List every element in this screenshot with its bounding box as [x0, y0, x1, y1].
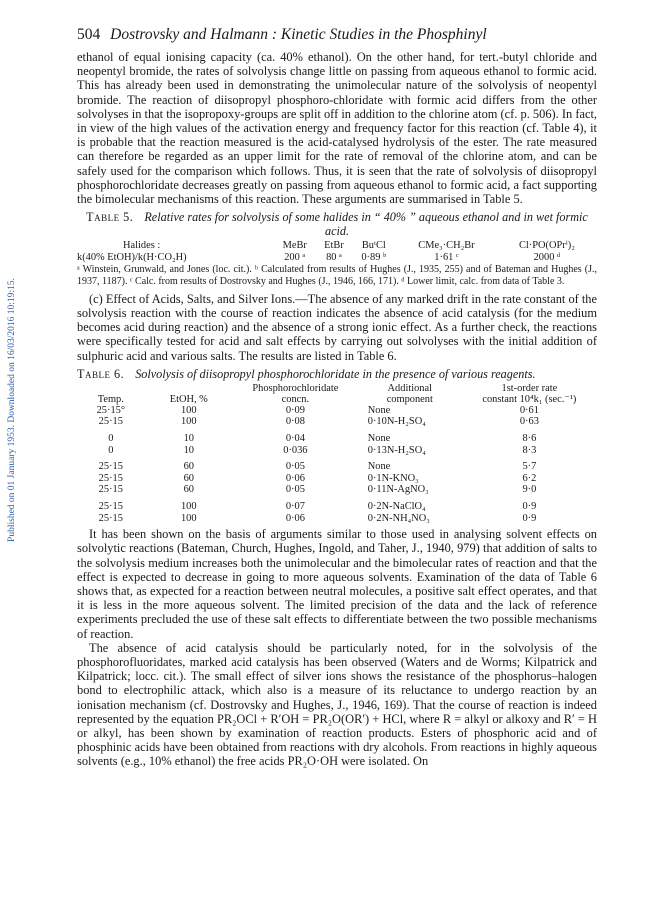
paragraph-1: ethanol of equal ionising capacity (ca. 40% ethanol). On the other hand, for tert.-butyl chloride and neopentyl bromide, the rates of solvolysis change little on passing from aqueous ethanol to formic acid. This has already been used in demonstrating the unimolecular nature of the solvolysis of neopentyl bromide. The reaction of diisopropyl phosphoro-chloridate with formic acid differs from the other solvolyses in that the isopropoxy-groups are split off in addition to the chlorine atom (cf. p. 506). In fact, in view of the high values of the activation energy and frequency factor for this reaction (cf. Table 4), it is probable that the reaction measured is the acid-catalysed hydrolysis of the ester. The rate measured can therefore be regarded as an upper limit for the rate of removal of the chlorine atom, and can be safely used for the comparison which follows. Thus, it is seen that the rate of solvolysis of diisopropyl phosphorochloridate decreases greatly on passing from aqueous ethanol to formic acid, a fact supporting the bimolecular mechanisms of this reaction. These arguments are summarised in Table 5. [77, 50, 597, 207]
paragraph-4: The absence of acid catalysis should be particularly noted, for in the solvolysis of the phosphorofluoridates, marked acid catalysis has been observed (Waters and de Worms; Kilpatrick and Kilpatrick; locc. cit.). The small effect of silver ions shows the resistance of the phosphorus–halogen bond to electrophilic attack, which also is a measure of its reluctance to undergo reaction by an ionisation mechanism (cf. Dostrovsky and Hughes, J., 1946, 169). That the course of reaction is indeed represented by the equation PR₂OCl + R′OH = PR₂O(OR′) + HCl, where R = alkyl or alkoxy and R′ = H or alkyl, has been shown by examination of reaction products. Esters of phosphoric acid and of phosphinic acids have been obtained from reactions with dry alcohols. From reactions in highly aqueous solvents (e.g., 10% ethanol) the free acids PR₂O·OH were isolated. On [77, 640, 597, 769]
table5-val-3: 1·61 ᶜ [434, 251, 459, 263]
table6-cell: 0·05 [285, 461, 305, 473]
table6-cell: 100 [180, 501, 197, 512]
table6-head-1-0: Temp. [97, 393, 124, 405]
table6-cell: 60 [183, 461, 194, 473]
table6-row [77, 513, 597, 525]
table6-cell: 0·036 [283, 444, 308, 456]
table6-row [77, 405, 597, 417]
table6-cell: 25·15 [98, 501, 123, 512]
table5-val-4: 2000 ᵈ [533, 251, 561, 263]
table5-col-0: MeBr [282, 240, 307, 252]
table6-cell: 100 [180, 512, 197, 524]
paragraph-3: It has been shown on the basis of arguments similar to those used in analysing solvent effects on solvolytic reactions (Bateman, Church, Hughes, Ingold, and Taher, J., 1940, 979) that addition of salts to the solvolysis medium increases both the unimolecular and the bimolecular rates of reaction and that the effect is expected to decrease in going to more aqueous solvents. Examination of the data of Table 6 shows that, as expected for a reaction between neutral molecules, a positive salt effect operates, and that it is less in the more aqueous solvent. The limited precision of the data and the lack of reference experiments precluded the use of these salt effects to differentiate between the two possible mechanisms of reaction. [77, 527, 597, 641]
page-body [77, 26, 597, 769]
table6-cell: 0·06 [285, 512, 305, 524]
table6-cell: None [367, 461, 391, 473]
table6-cell: 5·7 [522, 461, 537, 473]
table6-cell: 0·61 [519, 404, 539, 416]
table6-header-row [77, 394, 597, 405]
table5-value-row [77, 252, 597, 264]
table5-col-1: EtBr [324, 240, 344, 252]
table6-cell: 25·15 [98, 512, 123, 524]
table6-cell: 0·09 [285, 404, 305, 416]
table6-cell: 0·07 [285, 501, 305, 512]
table5-ratio-label: k(40% EtOH)/k(H·CO₂H) [77, 251, 187, 263]
table6-cell: 0·2N-NaClO₄ [367, 501, 426, 512]
table6-caption [77, 367, 597, 381]
table6-label: Table 6. [77, 366, 125, 381]
table6-row [77, 416, 597, 428]
table6-cell: 0·08 [285, 416, 305, 428]
table6-cell: 0·04 [285, 433, 305, 445]
table6-head-0-2: Phosphorochloridate [252, 382, 339, 394]
table6-cell: 0·06 [285, 472, 305, 484]
table6-header-row [77, 383, 597, 394]
table6-cell: 0 [108, 444, 114, 456]
table6-cell: None [367, 433, 391, 445]
paragraph-2: (c) Effect of Acids, Salts, and Silver Ions.—The absence of any marked drift in the rate constant of the solvolysis reaction with the course of reaction indicates the absence of acid catalysis (for the medium becomes acid during reaction) and the absence of a strong ionic effect. As a further check, the reactions were specifically tested for acid and salt effects by carrying out solvolyses with the initial addition of sulphuric acid and various salts. The results are listed in Table 6. [77, 291, 597, 363]
table6-row [77, 473, 597, 485]
table6-cell: 9·0 [522, 484, 537, 496]
table6-cell: 0·11N-AgNO₃ [367, 484, 429, 496]
table6-cell: 0·2N-NH₄NO₃ [367, 512, 430, 524]
table6-row [77, 428, 597, 445]
table6-cell: 25·15° [96, 404, 125, 416]
table6-cell: None [367, 404, 391, 416]
table6-row [77, 456, 597, 473]
table6-cell: 25·15 [98, 416, 123, 428]
table6-cell: 25·15 [98, 484, 123, 496]
table6 [77, 383, 597, 524]
table6-cell: 0·10N-H₂SO₄ [367, 416, 426, 428]
table6-cell: 0·05 [285, 484, 305, 496]
table6-row [77, 445, 597, 457]
table5-halides-label: Halides : [123, 240, 161, 252]
table6-cell: 0·9 [522, 512, 537, 524]
table6-head-0-3: Additional [387, 382, 432, 394]
table5-col-4: Cl·PO(OPrⁱ)₂ [518, 240, 575, 252]
table6-cell: 0·63 [519, 416, 539, 428]
table5-col-2: BuᵗCl [361, 240, 386, 252]
table6-cell: 8·3 [522, 444, 537, 456]
table6-head-0-0 [77, 383, 145, 394]
table5-header-row [77, 240, 597, 252]
table6-head-1-4: constant 10⁴k₁ (sec.⁻¹) [482, 393, 577, 405]
table6-head-1-2: concn. [281, 393, 310, 405]
download-watermark [2, 200, 22, 620]
table5-val-2: 0·89 ᵇ [361, 251, 387, 263]
table6-cell: 0·13N-H₂SO₄ [367, 444, 426, 456]
download-watermark-text: Published on 01 January 1953. Downloaded on 16/03/2016 10:19:15. [7, 278, 17, 542]
table5-label: Table 5. [86, 210, 134, 225]
table5-col-3: CMe₃·CH₂Br [418, 240, 475, 252]
table6-head-1-3: component [386, 393, 433, 405]
page-number: 504 [77, 26, 101, 43]
table6-cell: 10 [183, 433, 194, 445]
table5-footnotes: ᵃ Winstein, Grunwald, and Jones (loc. cit.). ᵇ Calculated from results of Hughes (J., 1935, 255) and of Bateman and Hughes (J., 1937, 1187). ᶜ Calc. from results of Dostrovsky and Hughes (J., 1946, 166, 171). ᵈ Lower limit, calc. from data of Table 3. [77, 264, 597, 287]
table5-val-1: 80 ᵃ [326, 251, 342, 263]
table6-cell: 25·15 [98, 461, 123, 473]
table5-caption [77, 210, 597, 238]
table5 [77, 240, 597, 263]
running-title: Dostrovsky and Halmann : Kinetic Studies in the Phosphinyl [110, 26, 487, 43]
table6-caption-text: Solvolysis of diisopropyl phosphorochloridate in the presence of various reagents. [135, 366, 536, 381]
table6-head-0-1 [145, 383, 233, 394]
table6-cell: 100 [180, 404, 197, 416]
table6-head-0-4: 1st-order rate [501, 382, 558, 394]
running-header [77, 26, 597, 44]
table6-cell: 0·9 [522, 501, 537, 512]
table5-caption-text: Relative rates for solvolysis of some halides in “ 40% ” aqueous ethanol and in wet formic acid. [144, 210, 588, 239]
table6-cell: 6·2 [522, 472, 537, 484]
table6-cell: 8·6 [522, 433, 537, 445]
table6-cell: 0 [108, 433, 114, 445]
table6-cell: 10 [183, 444, 194, 456]
table6-cell: 100 [180, 416, 197, 428]
table6-cell: 25·15 [98, 472, 123, 484]
table6-head-1-1: EtOH, % [169, 393, 208, 405]
table6-cell: 0·1N-KNO₃ [367, 472, 419, 484]
table6-cell: 60 [183, 484, 194, 496]
table6-cell: 60 [183, 472, 194, 484]
table6-row [77, 484, 597, 496]
table6-row [77, 496, 597, 513]
table5-val-0: 200 ᵃ [284, 251, 306, 263]
